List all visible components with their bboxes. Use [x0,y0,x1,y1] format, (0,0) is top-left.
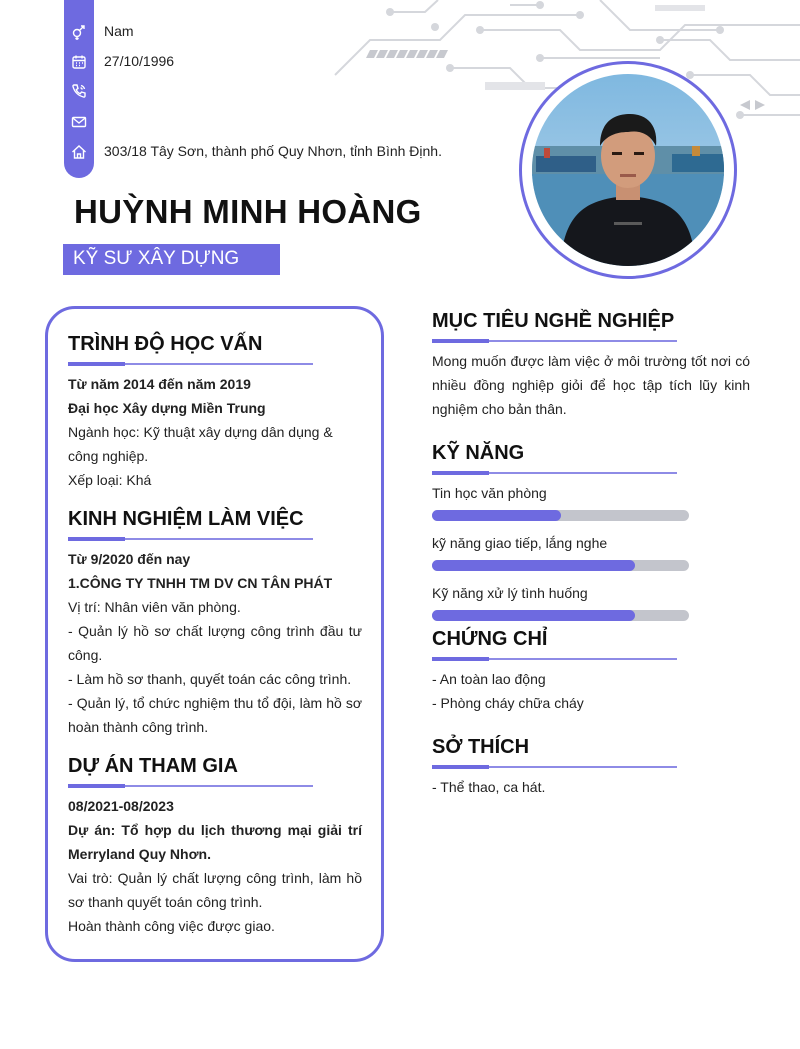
objective-section [432,310,750,421]
experience-period: Từ 9/2020 đến nay [68,551,191,567]
education-heading: TRÌNH ĐỘ HỌC VẤN [68,333,263,355]
hobbies-text: - Thể thao, ca hát. [432,779,546,795]
skills-section [432,442,750,632]
education-underline [68,362,313,365]
projects-heading: DỰ ÁN THAM GIA [68,755,238,777]
hobbies-heading: SỞ THÍCH [432,736,530,758]
job-title-banner: KỸ SƯ XÂY DỰNG [63,244,280,275]
address-text: 303/18 Tây Sơn, thành phố Quy Nhơn, tỉnh Bình Định. [104,143,442,159]
projects-underline [68,784,313,787]
education-major: Ngành học: Kỹ thuật xây dựng dân dụng & công nghiệp. [68,424,333,464]
skill-bar [432,610,689,621]
calendar-icon [69,52,89,72]
certificate-item: - Phòng cháy chữa cháy [432,695,584,711]
gender-text: Nam [104,23,134,39]
certificates-heading: CHỨNG CHỈ [432,628,548,650]
skill-label: kỹ năng giao tiếp, lắng nghe [432,535,608,551]
birthday-text: 27/10/1996 [104,53,175,69]
project-role: Vai trò: Quản lý chất lượng công trình, làm hồ sơ thanh quyết toán công trình. [68,870,362,910]
hobbies-section [432,736,750,799]
skill-bar [432,510,689,521]
experience-heading: KINH NGHIỆM LÀM VIỆC [68,508,304,530]
skill-bar [432,560,689,571]
objective-heading: MỤC TIÊU NGHỀ NGHIỆP [432,310,675,332]
experience-task: - Làm hồ sơ thanh, quyết toán các công trình. [68,671,352,687]
skill-bar-fill [432,560,635,571]
certificates-section [432,628,750,715]
certificates-underline [432,657,677,660]
project-period: 08/2021-08/2023 [68,798,174,814]
project-result: Hoàn thành công việc được giao. [68,918,275,934]
gender-icon [69,22,89,42]
email-icon [69,112,89,132]
projects-section [68,755,362,938]
skills-underline [432,471,677,474]
experience-task: - Quản lý hồ sơ chất lượng công trình đầu tư công. [68,623,362,663]
education-section [68,333,362,492]
education-grade: Xếp loại: Khá [68,472,152,488]
experience-underline [68,537,313,540]
experience-task: - Quản lý, tổ chức nghiệm thu tổ đội, làm hồ sơ hoàn thành công trình. [68,695,362,735]
objective-underline [432,339,677,342]
experience-section [68,508,362,739]
education-period: Từ năm 2014 đến năm 2019 [68,376,251,392]
skills-heading: KỸ NĂNG [432,442,525,464]
skill-bar-fill [432,610,635,621]
hobbies-underline [432,765,677,768]
contact-address [64,140,484,164]
skill-bar-fill [432,510,561,521]
profile-photo [532,74,724,266]
candidate-name: HUỲNH MINH HOÀNG [74,193,422,230]
contact-birthday [64,50,484,74]
phone-icon [69,81,89,101]
objective-text: Mong muốn được làm việc ở môi trường tốt nơi có nhiều đồng nghiệp giỏi để học tập tích lũy kinh nghiệm cho bản thân. [432,353,750,417]
experience-company: 1.CÔNG TY TNHH TM DV CN TÂN PHÁT [68,575,333,591]
skill-label: Kỹ năng xử lý tình huống [432,585,588,601]
certificate-item: - An toàn lao động [432,671,546,687]
contact-gender [64,20,484,44]
avatar [519,61,737,279]
project-name: Dự án: Tổ hợp du lịch thương mại giải trí Merryland Quy Nhơn. [68,822,362,862]
skill-label: Tin học văn phòng [432,485,547,501]
experience-position: Vị trí: Nhân viên văn phòng. [68,599,241,615]
education-school: Đại học Xây dựng Miền Trung [68,400,266,416]
contact-phone [64,79,484,103]
home-icon [69,142,89,162]
contact-email [64,110,484,134]
